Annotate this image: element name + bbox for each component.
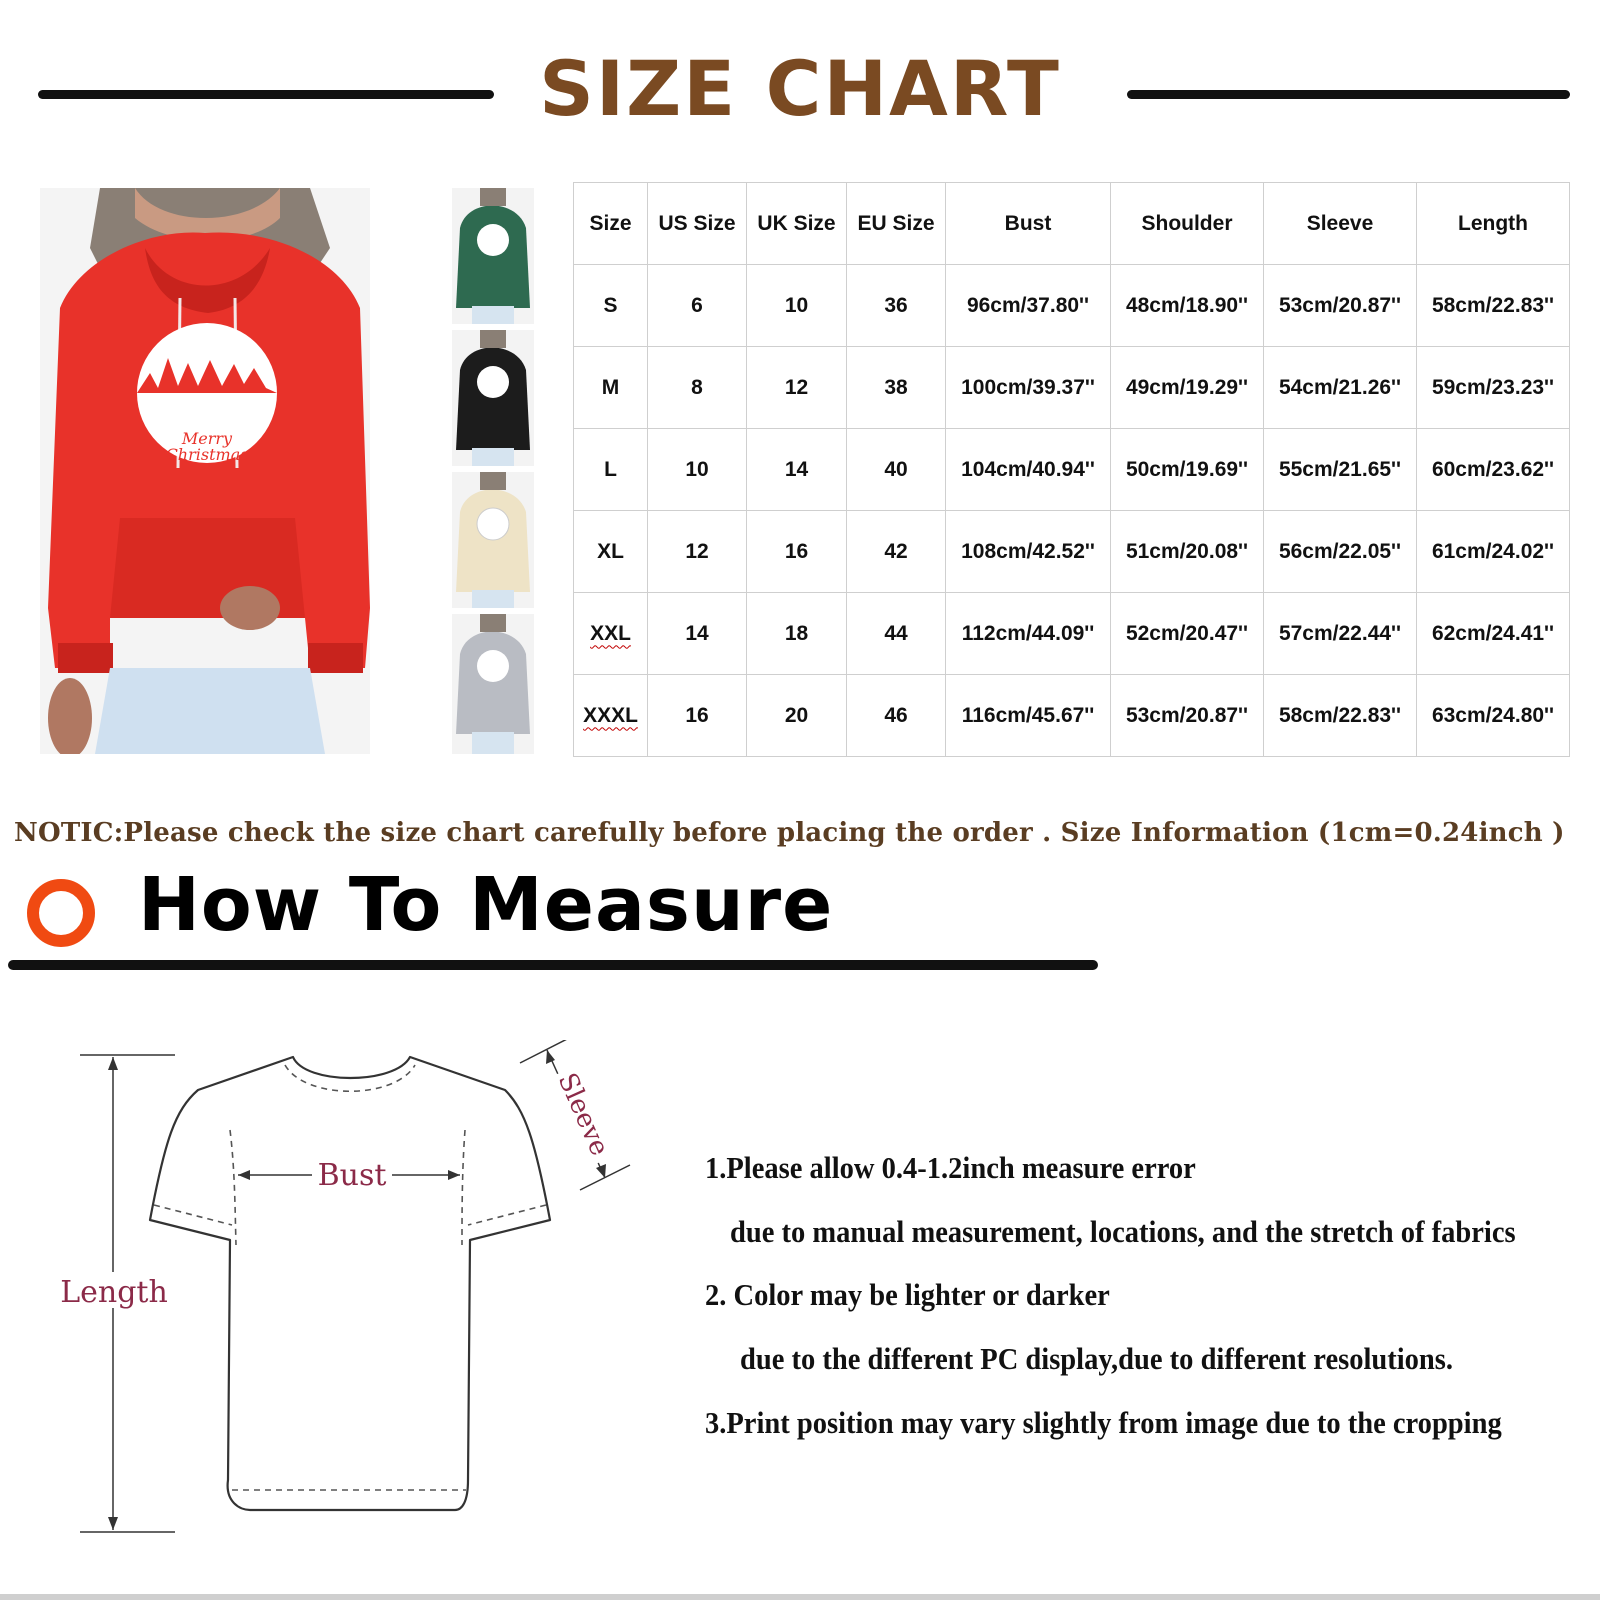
table-row [574, 429, 1570, 511]
cell-length: 62cm/24.41'' [1417, 593, 1570, 675]
cell-size: M [574, 347, 648, 429]
table-row [574, 511, 1570, 593]
cell-sleeve: 56cm/22.05'' [1264, 511, 1417, 593]
cell-sleeve: 55cm/21.65'' [1264, 429, 1417, 511]
bottom-edge [0, 1594, 1600, 1600]
cell-size: L [574, 429, 648, 511]
cell-us-size: 12 [648, 511, 747, 593]
header-sleeve: Sleeve [1264, 183, 1417, 265]
cell-size-text: XXL [590, 621, 631, 645]
measure-rule [8, 960, 1098, 970]
header-size: Size [574, 183, 648, 265]
cell-bust: 104cm/40.94'' [946, 429, 1111, 511]
thumbnail-black [452, 330, 534, 466]
header-uk-size: UK Size [747, 183, 847, 265]
cell-uk-size: 12 [747, 347, 847, 429]
page-title: SIZE CHART [539, 44, 1061, 133]
header-us-size: US Size [648, 183, 747, 265]
cell-length: 58cm/22.83'' [1417, 265, 1570, 347]
header-shoulder: Shoulder [1111, 183, 1264, 265]
thumbnail-gray [452, 614, 534, 754]
cell-eu-size: 42 [847, 511, 946, 593]
header-length: Length [1417, 183, 1570, 265]
cell-uk-size: 10 [747, 265, 847, 347]
cell-shoulder: 50cm/19.69'' [1111, 429, 1264, 511]
cell-bust: 112cm/44.09'' [946, 593, 1111, 675]
size-chart-table [573, 182, 1570, 757]
table-row [574, 593, 1570, 675]
print-text-christmas: Christmas [165, 445, 249, 464]
cell-bust: 96cm/37.80'' [946, 265, 1111, 347]
table-header-row [574, 183, 1570, 265]
cell-shoulder: 49cm/19.29'' [1111, 347, 1264, 429]
cell-us-size: 6 [648, 265, 747, 347]
cell-eu-size: 46 [847, 675, 946, 757]
cell-us-size: 8 [648, 347, 747, 429]
header-bust: Bust [946, 183, 1111, 265]
cell-length: 60cm/23.62'' [1417, 429, 1570, 511]
title-rule-right [1127, 90, 1570, 99]
cell-sleeve: 57cm/22.44'' [1264, 593, 1417, 675]
note-2-line-1: 2. Color may be lighter or darker [705, 1277, 1110, 1312]
bust-label: Bust [317, 1158, 387, 1193]
cell-uk-size: 20 [747, 675, 847, 757]
cell-bust: 116cm/45.67'' [946, 675, 1111, 757]
note-3-line-1: 3.Print position may vary slightly from image due to the cropping [705, 1405, 1502, 1440]
table-row [574, 675, 1570, 757]
table-row [574, 265, 1570, 347]
cell-shoulder: 52cm/20.47'' [1111, 593, 1264, 675]
cell-bust: 100cm/39.37'' [946, 347, 1111, 429]
thumbnail-beige [452, 472, 534, 608]
cell-uk-size: 14 [747, 429, 847, 511]
note-1-line-2: due to manual measurement, locations, and the stretch of fabrics [730, 1214, 1516, 1249]
cell-shoulder: 53cm/20.87'' [1111, 675, 1264, 757]
cell-size: XL [574, 511, 648, 593]
cell-length: 59cm/23.23'' [1417, 347, 1570, 429]
cell-shoulder: 48cm/18.90'' [1111, 265, 1264, 347]
table-row [574, 347, 1570, 429]
size-notice: NOTIC:Please check the size chart carefully before placing the order . Size Information (1cm=0.24inch ) [14, 818, 1565, 848]
cell-us-size: 10 [648, 429, 747, 511]
note-2-line-2: due to the different PC display,due to different resolutions. [740, 1341, 1454, 1376]
length-label: Length [60, 1275, 168, 1310]
thumbnail-green [452, 188, 534, 324]
cell-us-size: 14 [648, 593, 747, 675]
cell-eu-size: 40 [847, 429, 946, 511]
print-text-merry: Merry [181, 429, 233, 448]
cell-size-text: XXXL [583, 703, 638, 727]
bullet-ring-icon [27, 879, 95, 947]
cell-uk-size: 18 [747, 593, 847, 675]
note-1-line-1: 1.Please allow 0.4-1.2inch measure error [705, 1150, 1196, 1185]
cell-size [574, 675, 648, 757]
product-photo-main [40, 188, 370, 754]
cell-length: 61cm/24.02'' [1417, 511, 1570, 593]
cell-sleeve: 58cm/22.83'' [1264, 675, 1417, 757]
cell-size [574, 593, 648, 675]
sleeve-label: Sleeve [551, 1068, 615, 1161]
cell-eu-size: 38 [847, 347, 946, 429]
cell-bust: 108cm/42.52'' [946, 511, 1111, 593]
cell-length: 63cm/24.80'' [1417, 675, 1570, 757]
cell-size: S [574, 265, 648, 347]
cell-sleeve: 53cm/20.87'' [1264, 265, 1417, 347]
cell-eu-size: 36 [847, 265, 946, 347]
shirt-diagram [50, 1040, 650, 1540]
cell-eu-size: 44 [847, 593, 946, 675]
header-eu-size: EU Size [847, 183, 946, 265]
cell-uk-size: 16 [747, 511, 847, 593]
how-to-measure-title: How To Measure [138, 862, 834, 948]
cell-sleeve: 54cm/21.26'' [1264, 347, 1417, 429]
cell-us-size: 16 [648, 675, 747, 757]
cell-shoulder: 51cm/20.08'' [1111, 511, 1264, 593]
